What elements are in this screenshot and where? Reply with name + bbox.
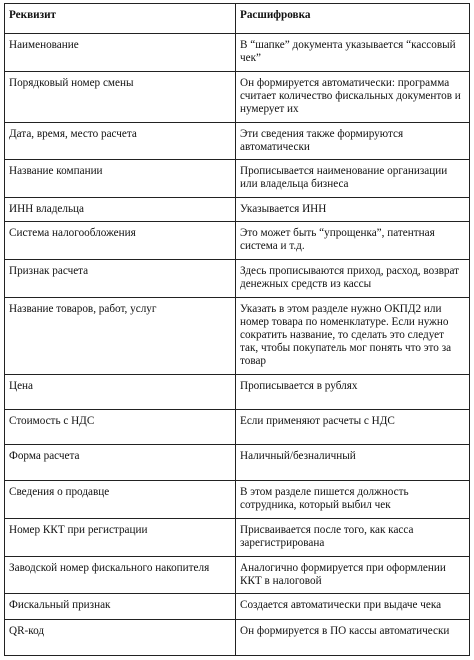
table-row — [5, 481, 470, 519]
table-row — [5, 445, 470, 481]
decoding-cell: В этом разделе пишется должность сотрудника, который выбил чек — [236, 481, 470, 519]
requisite-cell: Стоимость с НДС — [5, 410, 236, 445]
requisite-cell: Признак расчета — [5, 260, 236, 298]
requisite-cell: ИНН владельца — [5, 198, 236, 222]
decoding-cell: Аналогично формируется при оформлении ККТ в налоговой — [236, 557, 470, 594]
decoding-cell: Указать в этом разделе нужно ОКПД2 или номер товара по номенклатуре. Если нужно сократить название, то сделать это следует так, чтобы покупатель мог понять что это за товар — [236, 298, 470, 375]
table-row — [5, 557, 470, 594]
decoding-cell: Указывается ИНН — [236, 198, 470, 222]
table-row — [5, 123, 470, 160]
requisites-table — [4, 3, 470, 656]
requisite-cell: Система налогообложения — [5, 222, 236, 260]
table-row — [5, 375, 470, 410]
table-header-row — [5, 4, 470, 34]
table-row — [5, 519, 470, 557]
table-row — [5, 222, 470, 260]
decoding-cell: Прописывается в рублях — [236, 375, 470, 410]
decoding-cell: Наличный/безналичный — [236, 445, 470, 481]
decoding-cell: Здесь прописываются приход, расход, возврат денежных средств из кассы — [236, 260, 470, 298]
requisite-cell: QR-код — [5, 620, 236, 656]
requisite-cell: Фискальный признак — [5, 594, 236, 620]
decoding-cell: Это может быть “упрощенка”, патентная система и т.д. — [236, 222, 470, 260]
table-row — [5, 298, 470, 375]
decoding-cell: Присваивается после того, как касса зарегистрирована — [236, 519, 470, 557]
header-requisite: Реквизит — [5, 4, 236, 34]
requisite-cell: Порядковый номер смены — [5, 72, 236, 123]
table-row — [5, 620, 470, 656]
requisite-cell: Дата, время, место расчета — [5, 123, 236, 160]
requisite-cell: Наименование — [5, 34, 236, 72]
table-row — [5, 594, 470, 620]
table-row — [5, 410, 470, 445]
requisite-cell: Номер ККТ при регистрации — [5, 519, 236, 557]
header-decoding: Расшифровка — [236, 4, 470, 34]
requisite-cell: Сведения о продавце — [5, 481, 236, 519]
decoding-cell: Эти сведения также формируются автоматически — [236, 123, 470, 160]
requisite-cell: Название товаров, работ, услуг — [5, 298, 236, 375]
decoding-cell: Он формируется автоматически: программа считает количество фискальных документов и нумерует их — [236, 72, 470, 123]
table-row — [5, 160, 470, 198]
requisite-cell: Форма расчета — [5, 445, 236, 481]
requisite-cell: Заводской номер фискального накопителя — [5, 557, 236, 594]
table-row — [5, 260, 470, 298]
table-row — [5, 72, 470, 123]
requisite-cell: Название компании — [5, 160, 236, 198]
requisite-cell: Цена — [5, 375, 236, 410]
decoding-cell: Создается автоматически при выдаче чека — [236, 594, 470, 620]
decoding-cell: Если применяют расчеты с НДС — [236, 410, 470, 445]
decoding-cell: Прописывается наименование организации или владельца бизнеса — [236, 160, 470, 198]
table-row — [5, 34, 470, 72]
decoding-cell: Он формируется в ПО кассы автоматически — [236, 620, 470, 656]
table-row — [5, 198, 470, 222]
decoding-cell: В “шапке” документа указывается “кассовый чек” — [236, 34, 470, 72]
